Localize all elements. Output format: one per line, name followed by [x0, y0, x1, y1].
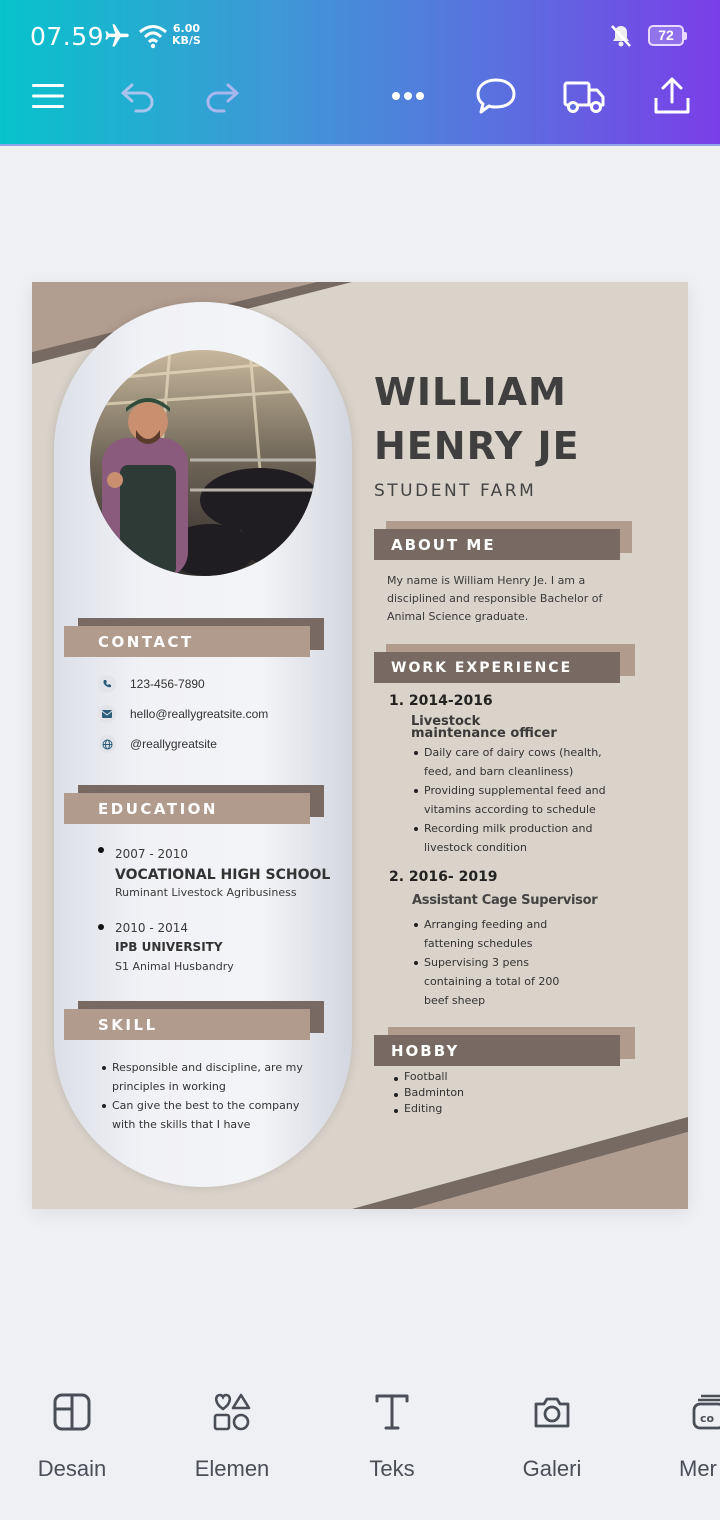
list-item: Supervising 3 pens containing a total of 200 beef sheep: [412, 953, 572, 1010]
about-text[interactable]: My name is William Henry Je. I am a disciplined and responsible Bachelor of Animal Science graduate.: [387, 574, 603, 623]
list-item: Daily care of dairy cows (health, feed, and barn cleanliness): [412, 743, 622, 781]
undo-icon: [118, 79, 158, 113]
list-item: Football: [392, 1069, 542, 1085]
list-item: Recording milk production and livestock condition: [412, 819, 622, 857]
edu-detail-1[interactable]: Ruminant Livestock Agribusiness: [115, 886, 297, 899]
phone-icon: [98, 675, 116, 693]
shapes-icon: [167, 1388, 297, 1436]
redo-icon: [202, 79, 242, 113]
contact-email[interactable]: hello@reallygreatsite.com: [98, 705, 268, 723]
mail-icon: [98, 705, 116, 723]
nav-elemen[interactable]: Elemen: [167, 1388, 297, 1482]
job-duties-2[interactable]: [412, 915, 572, 1010]
skill-list[interactable]: [100, 1058, 320, 1134]
resume-name-line2[interactable]: HENRY JE: [374, 424, 580, 468]
redo-button[interactable]: [198, 74, 246, 118]
battery-indicator: 72: [648, 25, 684, 46]
job-role-1[interactable]: Livestock maintenance officer: [411, 714, 557, 741]
menu-button[interactable]: [24, 74, 72, 118]
share-button[interactable]: [648, 74, 696, 118]
list-item: Responsible and discipline, are my principles in working: [100, 1058, 320, 1096]
list-item: Editing: [392, 1101, 542, 1117]
brand-icon: [650, 1388, 720, 1436]
job-period-1[interactable]: 1. 2014-2016: [389, 693, 493, 709]
edu-detail-2[interactable]: S1 Animal Husbandry: [115, 960, 234, 973]
globe-icon: [98, 735, 116, 753]
list-item: Arranging feeding and fattening schedules: [412, 915, 572, 953]
job-role-2[interactable]: Assistant Cage Supervisor: [412, 893, 598, 908]
status-bar: [30, 20, 694, 54]
nav-merek[interactable]: co Mer: [650, 1388, 720, 1482]
farmer-photo: [90, 350, 316, 576]
hobby-list[interactable]: [392, 1069, 542, 1117]
delivery-button[interactable]: [560, 74, 608, 118]
job-period-2[interactable]: 2. 2016- 2019: [389, 869, 498, 885]
bullet: [98, 924, 104, 930]
contact-web[interactable]: @reallygreatsite: [98, 735, 217, 753]
resume-role[interactable]: STUDENT FARM: [374, 481, 537, 501]
list-item: Providing supplemental feed and vitamins according to schedule: [412, 781, 622, 819]
nav-galeri[interactable]: Galeri: [487, 1388, 617, 1482]
job-duties-1[interactable]: [412, 743, 622, 857]
more-icon: [388, 90, 428, 102]
nav-desain[interactable]: Desain: [7, 1388, 137, 1482]
wifi-icon: [138, 23, 168, 54]
nav-teks[interactable]: Teks: [327, 1388, 457, 1482]
undo-button[interactable]: [114, 74, 162, 118]
bell-muted-icon: [610, 24, 632, 53]
resume-name-line1[interactable]: WILLIAM: [374, 370, 567, 414]
list-item: Badminton: [392, 1085, 542, 1101]
bullet: [98, 847, 104, 853]
edu-years-1[interactable]: 2007 - 2010: [115, 847, 189, 861]
layout-icon: [7, 1388, 137, 1436]
camera-icon: [487, 1388, 617, 1436]
status-time: 07.59: [30, 22, 105, 51]
svg-text:co: co: [700, 1412, 715, 1425]
resume-canvas[interactable]: WILLIAM HENRY JE STUDENT FARM CONTACT 123-456-7890 hello@reallygreatsite.com @reallygreatsite EDUCATION 2007 - 2010 VOCATIONAL HIGH SCHOOL Ruminant Livestock Agribusiness 2010 - 2014 IPB UNIVERSITY S1 Animal Husbandry SKILL Responsible and discipline, are my principles in working Can give the best to the company with the skills that I have ABOUT ME My name is William Henry Je. I am a disciplined and responsible Bachelor of Animal Science graduate. WORK EXPERIENCE 1. 2014-2016 Livestock maintenance officer Daily care of dairy cows (health, feed, and barn cleanliness) Providing supplemental feed and vitamins according to schedule Recording milk production and livestock condition 2. 2016- 2019 Assistant Cage Supervisor Arranging feeding and fattening schedules Supervising 3 pens containing a total of 200 beef sheep HOBBY Football Badminton Editing: [32, 282, 688, 1209]
share-icon: [652, 76, 692, 116]
app-header: [0, 0, 720, 146]
list-item: Can give the best to the company with the skills that I have: [100, 1096, 320, 1134]
hamburger-icon: [30, 81, 66, 111]
truck-icon: [562, 77, 606, 115]
edu-school-1[interactable]: VOCATIONAL HIGH SCHOOL: [115, 867, 331, 883]
edu-years-2[interactable]: 2010 - 2014: [115, 921, 189, 935]
comment-icon: [474, 76, 518, 116]
text-icon: [327, 1388, 457, 1436]
more-button[interactable]: [384, 74, 432, 118]
profile-photo[interactable]: [90, 350, 316, 576]
contact-phone[interactable]: 123-456-7890: [98, 675, 205, 693]
network-speed: 6.00 KB/S: [172, 22, 201, 47]
comment-button[interactable]: [472, 74, 520, 118]
airplane-mode-icon: [102, 22, 132, 55]
edu-school-2[interactable]: IPB UNIVERSITY: [115, 940, 223, 954]
